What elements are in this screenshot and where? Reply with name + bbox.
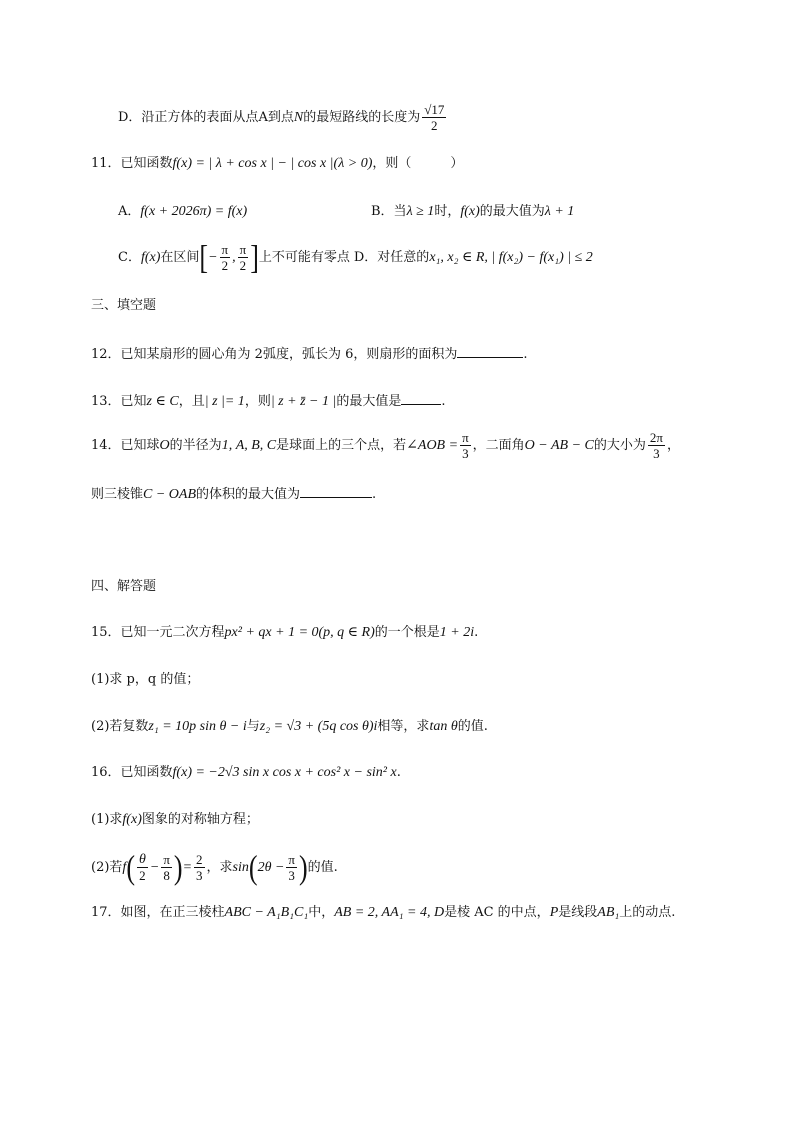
- q16-p2-rparen1: ): [173, 848, 183, 886]
- q16-p2-lead: (2)若: [91, 860, 123, 875]
- q11-optb-fx: f(x): [460, 204, 480, 219]
- q12-text: 12．已知某扇形的圆心角为 2弧度，弧长为 6，则扇形的面积为: [91, 347, 458, 362]
- q11-stem: [91, 154, 463, 174]
- q10-optd-point-a: A: [258, 110, 268, 125]
- section-4-heading: 四、解答题: [91, 579, 157, 594]
- q11-tail: ，则（ ）: [372, 156, 464, 171]
- q10-optd-text1: D．沿正方体的表面从点: [118, 110, 259, 125]
- q16-p2-sin: sin: [232, 860, 249, 875]
- q14-dihedral-num: 2π: [649, 430, 663, 445]
- q13-expr: | z + z̄ − 1 |: [270, 394, 337, 409]
- q13: [91, 390, 445, 412]
- q14-points: 1, A, B, C: [221, 438, 277, 453]
- q13-dot: .: [441, 394, 446, 409]
- q16-p1-end: 图象的对称轴方程；: [141, 812, 259, 827]
- q15-part2: [91, 717, 488, 737]
- q16-part2: [91, 848, 338, 888]
- q14-answer-blank: [300, 483, 372, 498]
- q13-mid1: ，且: [178, 394, 205, 409]
- q16-p2-lparen2: (: [248, 848, 258, 886]
- q10-optd-text3: 的最短路线的长度为: [303, 110, 421, 125]
- q14-o: O: [159, 438, 170, 453]
- q13-cond2: | z |= 1: [204, 394, 245, 409]
- q17-p: P: [549, 905, 559, 920]
- q11-optc-left-bracket: [: [199, 238, 209, 276]
- q11-opta-label: A．: [118, 204, 141, 219]
- q17-lead: 17．如图，在正三棱柱: [91, 905, 225, 920]
- q11-optb-end: 的最大值为: [479, 204, 545, 219]
- q14-line2-end: 的体积的最大值为: [196, 487, 301, 502]
- q15-root: 1 + 2i: [439, 625, 475, 640]
- q14-dihedral-den: 3: [653, 446, 660, 461]
- q14-lead: 14．已知球: [91, 438, 160, 453]
- q14-line2-lead: 则三棱锥: [91, 487, 144, 502]
- q15-p2-mid: 与: [246, 719, 260, 734]
- q16-p2-n2: π: [163, 852, 170, 867]
- q15-z1: z₁ = 10p sin θ − i: [148, 719, 247, 734]
- q10-optd-den: 2: [431, 118, 438, 133]
- q16-p2-frac1: [137, 852, 148, 883]
- q11-optc-end: 上不可能有零点: [258, 250, 350, 265]
- q14-comma: ，: [666, 438, 680, 453]
- q17-mid2: 是棱 AC 的中点，: [444, 905, 550, 920]
- q14-pyramid: C − OAB: [143, 487, 197, 502]
- q14-mid3: ，二面角: [472, 438, 525, 453]
- q16-end: .: [396, 765, 401, 780]
- q15-mid: 的一个根是: [374, 625, 440, 640]
- q11-option-b: [371, 202, 574, 222]
- q11-option-a: [118, 202, 247, 222]
- q14-dihedral-frac: [648, 430, 665, 461]
- q11-optc-frac2: [238, 242, 249, 273]
- q10-optd-point-n: N: [293, 110, 304, 125]
- q12-answer-blank: [457, 343, 523, 358]
- q11-optc-label: C．: [118, 250, 141, 265]
- q11-optc-mid: 在区间: [160, 250, 200, 265]
- q14-mid1: 的半径为: [169, 438, 222, 453]
- q15-end: .: [474, 625, 479, 640]
- q15-p2-mid2: 相等，求: [377, 719, 430, 734]
- q11-lead: 11．已知函数: [91, 156, 173, 171]
- q13-cond: z ∈ C: [146, 394, 179, 409]
- q16-p2-mid: ，求: [206, 860, 233, 875]
- q16-p2-n1: θ: [138, 852, 146, 867]
- q14-mid2: 是球面上的三个点，若: [276, 438, 407, 453]
- q16-p2-d2: 8: [163, 868, 170, 883]
- q14-dihedral: O − AB − C: [524, 438, 594, 453]
- q17-cond: AB = 2, AA₁ = 4, D: [334, 905, 445, 920]
- q17-prism: ABC − A₁B₁C₁: [224, 905, 309, 920]
- q11-optc-n1: π: [221, 242, 229, 257]
- q15-tan: tan θ: [429, 719, 458, 734]
- q11-optb-cond: λ ≥ 1: [406, 204, 435, 219]
- q13-answer-blank: [401, 390, 441, 405]
- q16-part1: [91, 810, 259, 830]
- q16-p2-eq: =: [182, 860, 193, 875]
- q17-segment: AB₁: [597, 905, 620, 920]
- q16-p2-vn: 2: [196, 852, 203, 867]
- q16-p2-rparen2: ): [298, 848, 308, 886]
- q10-optd-fraction: [422, 102, 446, 133]
- q16-p2-d3: 3: [288, 868, 295, 883]
- q12-end: .: [523, 347, 528, 362]
- q16-p2-f: f: [122, 860, 127, 875]
- q11-optc-d2: 2: [239, 258, 247, 273]
- q14-mid4: 的大小为: [593, 438, 646, 453]
- q15-stem: [91, 623, 478, 643]
- q16-p2-minus: −: [149, 860, 160, 875]
- q10-optd-num: √17: [424, 102, 445, 117]
- q16-p2-frac2: [161, 852, 172, 883]
- q15-z2: z₂ = √3 + (5q cos θ)i: [259, 719, 378, 734]
- q16-lead: 16．已知函数: [91, 765, 173, 780]
- q11-optc-frac1: [220, 242, 231, 273]
- q11-optb-label: B．当: [371, 204, 407, 219]
- q16-p2-n3: π: [288, 852, 295, 867]
- q16-p2-end: 的值.: [307, 860, 338, 875]
- q13-lead: 13．已知: [91, 394, 147, 409]
- q14-line2: [91, 483, 376, 505]
- q15-p2-end: 的值.: [457, 719, 488, 734]
- q10-optd-text2: 到点: [267, 110, 294, 125]
- q16-formula: f(x) = −2√3 sin x cos x + cos² x − sin² x: [172, 765, 397, 780]
- q13-end: 的最大值是: [336, 394, 402, 409]
- q14-angle-den: 3: [462, 446, 469, 461]
- q11-optb-mid: 时，: [434, 204, 461, 219]
- q11-optb-val: λ + 1: [544, 204, 575, 219]
- q11-optc-n2: π: [239, 242, 247, 257]
- q11-optd-expr: x₁, x₂ ∈ R, | f(x₂) − f(x₁) | ≤ 2: [429, 250, 593, 265]
- q17-stem: [91, 903, 675, 923]
- q11-optc-d1: 2: [221, 258, 229, 273]
- q15-equation: px² + qx + 1 = 0(p, q ∈ R): [224, 625, 375, 640]
- q11-option-c: C．f(x)在区间[− $\frac{\pi}{2}$ , $\frac{\pi}{2}$ ]上不可能有零点 D．对任意的x₁, x₂ ∈ R, | f(x₂) − f(x₁) | ≤ 2: [118, 238, 593, 276]
- q16-p2-lparen1: (: [126, 848, 135, 886]
- q16-p2-vd: 3: [196, 868, 203, 883]
- q17-end: 上的动点.: [619, 905, 676, 920]
- q14-angle-num: π: [462, 430, 469, 445]
- q11-opta-formula: f(x + 2026π) = f(x): [140, 204, 248, 219]
- q13-mid2: ，则: [244, 394, 271, 409]
- q16-p1-fx: f(x): [122, 812, 142, 827]
- q14-line1: [91, 428, 680, 464]
- q16-p2-inner: 2θ −: [257, 860, 285, 875]
- q14-dot: .: [372, 487, 377, 502]
- q15-lead: 15．已知一元二次方程: [91, 625, 225, 640]
- q11-optc-right-bracket: ]: [250, 238, 259, 276]
- q16-p2-frac3: [286, 852, 297, 883]
- q15-part1: (1)求 p，q 的值；: [91, 672, 200, 687]
- q11-formula: f(x) = | λ + cos x | − | cos x |(λ > 0): [172, 156, 373, 171]
- q15-p2-lead: (2)若复数: [91, 719, 149, 734]
- section-3-heading: 三、填空题: [91, 298, 157, 313]
- q10-option-d: [118, 98, 448, 138]
- q17-mid1: 中，: [308, 905, 335, 920]
- q16-p2-value: [194, 852, 205, 883]
- q11-optc-fx: f(x): [140, 250, 161, 265]
- q16-stem: [91, 763, 401, 783]
- q16-p2-d1: 2: [139, 868, 146, 883]
- q12: [91, 343, 528, 365]
- q11-optd-label: D．对任意的: [353, 250, 430, 265]
- q17-mid3: 是线段: [558, 905, 598, 920]
- q14-angle: ∠AOB =: [406, 438, 459, 453]
- q16-p1-lead: (1)求: [91, 812, 123, 827]
- q14-angle-frac: [460, 430, 471, 461]
